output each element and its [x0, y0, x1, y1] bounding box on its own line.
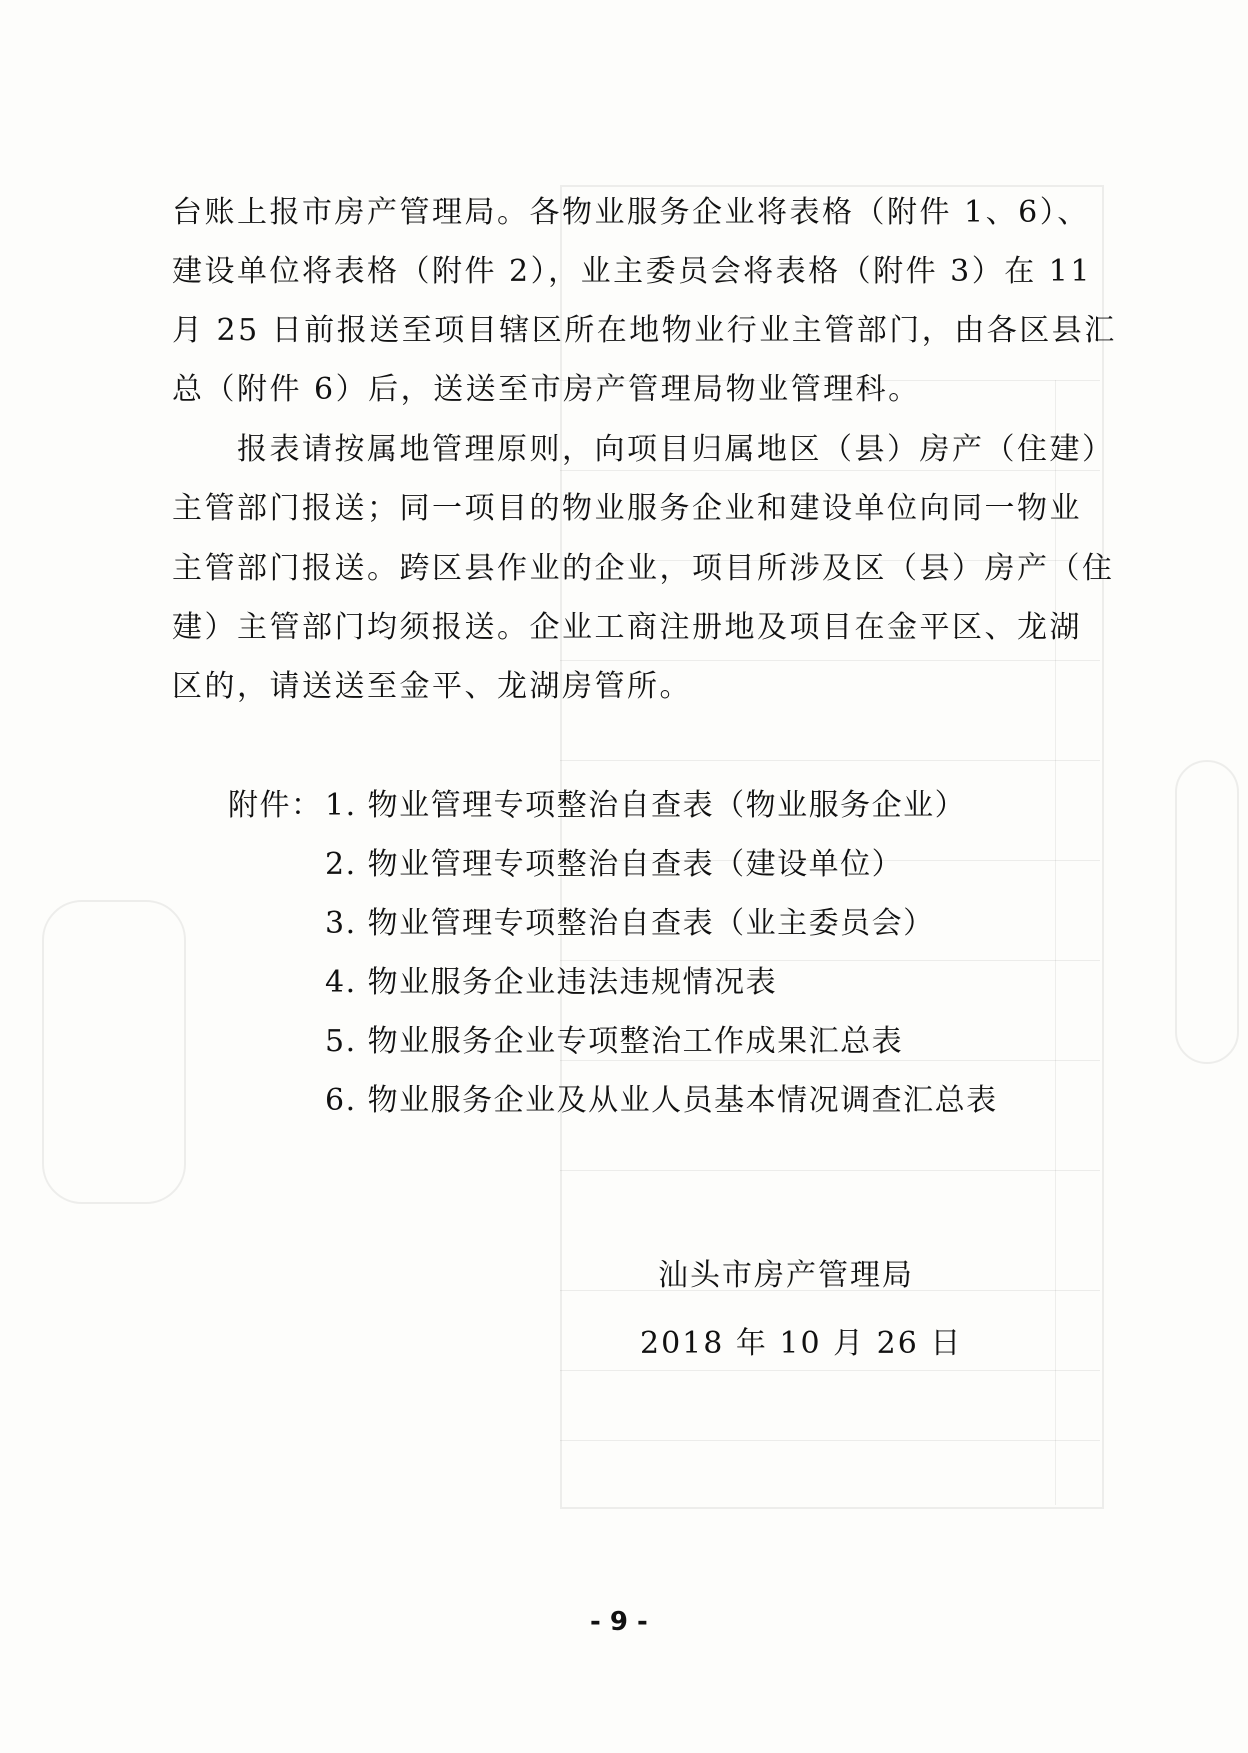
page-number: - 9 -	[590, 1607, 648, 1637]
body-line: 主管部门报送。跨区县作业的企业，项目所涉及区（县）房产（住	[172, 551, 1115, 586]
body-line: 总（附件 6）后，送送至市房产管理局物业管理科。	[172, 372, 921, 407]
bleed-through-curve	[1175, 760, 1239, 1064]
bleed-through-line	[560, 660, 1100, 661]
bleed-through-line	[560, 1440, 1100, 1441]
body-line: 报表请按属地管理原则，向项目归属地区（县）房产（住建）	[172, 432, 1115, 467]
attachment-item: 5. 物业服务企业专项整治工作成果汇总表	[325, 1024, 904, 1059]
bleed-through-line	[560, 1370, 1100, 1371]
bleed-through-line	[560, 760, 1100, 761]
attachment-item: 2. 物业管理专项整治自查表（建设单位）	[325, 847, 904, 882]
body-line: 主管部门报送；同一项目的物业服务企业和建设单位向同一物业	[172, 491, 1082, 526]
attachment-item: 6. 物业服务企业及从业人员基本情况调查汇总表	[325, 1083, 998, 1118]
bleed-through-line	[560, 470, 1100, 471]
body-line: 月 25 日前报送至项目辖区所在地物业行业主管部门，由各区县汇	[172, 313, 1117, 348]
bleed-through-line	[560, 1060, 1100, 1061]
body-line: 台账上报市房产管理局。各物业服务企业将表格（附件 1、6）、	[172, 195, 1090, 230]
bleed-through-line	[560, 1170, 1100, 1171]
issue-date: 2018 年 10 月 26 日	[640, 1326, 963, 1361]
issuing-organization: 汕头市房产管理局	[658, 1258, 914, 1293]
attachment-label: 附件：	[228, 788, 323, 823]
bleed-through-curve	[42, 900, 186, 1204]
body-line: 区的，请送送至金平、龙湖房管所。	[172, 669, 692, 704]
attachment-item: 1. 物业管理专项整治自查表（物业服务企业）	[325, 788, 967, 823]
attachment-item: 3. 物业管理专项整治自查表（业主委员会）	[325, 906, 935, 941]
attachment-item: 4. 物业服务企业违法违规情况表	[325, 965, 778, 1000]
body-line: 建设单位将表格（附件 2），业主委员会将表格（附件 3）在 11	[172, 254, 1092, 289]
body-line: 建）主管部门均须报送。企业工商注册地及项目在金平区、龙湖	[172, 610, 1082, 645]
